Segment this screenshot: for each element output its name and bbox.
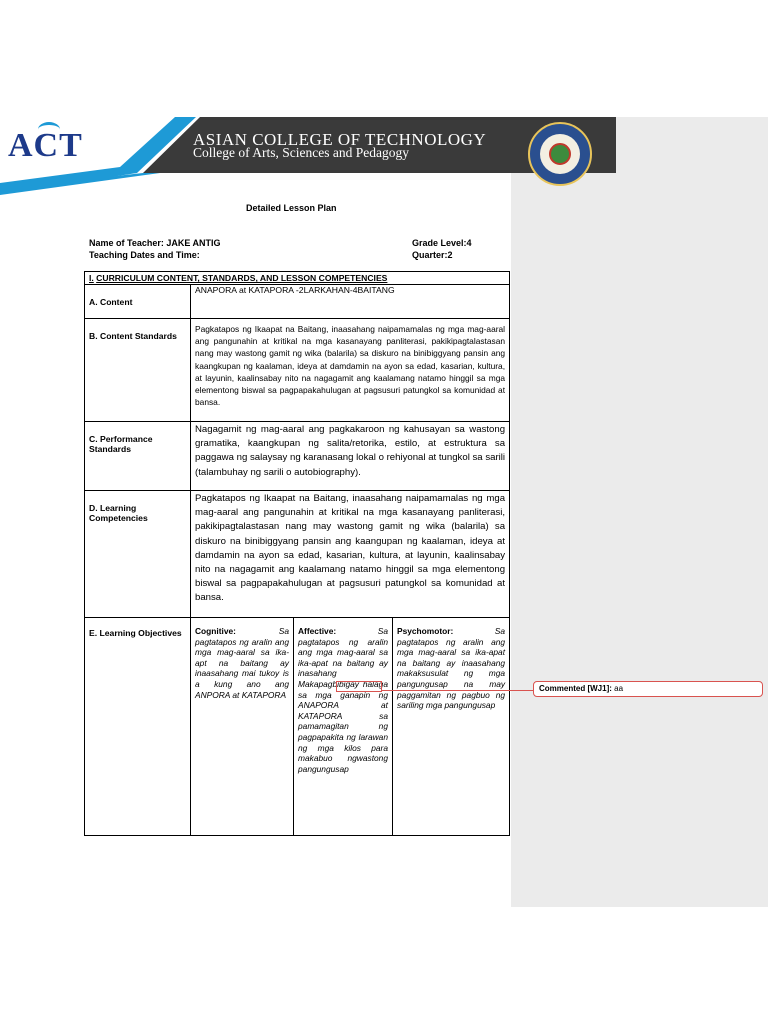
comment-connector-line [382, 690, 533, 691]
content-value: ANAPORA at KATAPORA -2LARKAHAN-4BAITANG [191, 285, 510, 319]
table-row [85, 422, 510, 491]
comment-text: aa [614, 684, 624, 693]
college-name: ASIAN COLLEGE OF TECHNOLOGY [193, 130, 487, 149]
learning-competencies-value: Pagkatapos ng Ikaapat na Baitang, inaasahang naipamamalas ng mga mag-aaral ang pangunahin at kritikal na mga kasanayang panliterasi, pakikipagtalastasan nang may wastong gamit ng wika (balarila) sa diskuro na binibiggyang pansin ang kaangupan ng kaalaman, ideya at damdamin na ayon sa edad, kasarian, kultura, at layunin, kaalinsabay nito na nagagamit ang kaalamang natamo hinggil sa mga elementong biswal sa pagpapakahulugan at pagsusuri patungkol sa komunidad at bansa. [191, 491, 510, 618]
college-seal-icon [528, 122, 592, 186]
affective-label: Affective: [298, 626, 337, 636]
act-logo: ACT [8, 127, 83, 164]
table-row [85, 491, 510, 618]
section-header [85, 272, 510, 285]
psychomotor-objective [393, 618, 510, 836]
content-standards-value: Pagkatapos ng Ikaapat na Baitang, inaasahang naipamamalas ng mga mag-aaral ang pangunahin at kritikal na mga kasanayang panliterasi, pakikipagtalastasan nang may wastong gamit ng wika (balarila) sa diskuro na binibiggyang pansin ang kaangkupan ng kaalaman, ideya at damdamin na ayon sa edad, kasarian, kultura, at layunin, kaalinsabay nito na nagagamit ang kaalamang natamo hinggil sa mga elementong biswal sa pagpapakahulugan at pagsusuri patungkol sa komunidad at bansa. [191, 319, 510, 422]
section-title: CURRICULUM CONTENT, STANDARDS, AND LESSON COMPETENCIES [96, 273, 388, 283]
comment-label: Commented [WJ1]: [539, 684, 612, 693]
table-row [85, 285, 510, 319]
learning-competencies-label: D. Learning Competencies [85, 491, 191, 618]
table-row [85, 319, 510, 422]
teacher-name: Name of Teacher: JAKE ANTIG [89, 238, 221, 248]
cognitive-text: Sa pagtatapos ng aralin ang mga mag-aaral sa ika-apt na baitang ay inaasahang mai tukoy is a kung ano ang ANPORA at KATAPORA [195, 626, 289, 700]
quarter: Quarter:2 [412, 250, 453, 260]
teaching-dates: Teaching Dates and Time: [89, 250, 200, 260]
lesson-plan-table [84, 271, 510, 836]
table-row [85, 618, 510, 836]
comment-margin-pane [511, 117, 768, 907]
section-number: I. [89, 273, 94, 283]
comment-balloon[interactable] [533, 681, 763, 697]
college-subtitle: College of Arts, Sciences and Pedagogy [193, 145, 409, 160]
psychomotor-text: Sa pagtatapos ng aralin ang mga mag-aaral sa ika-apat na baitang ay inaasahang makaksusulat ng mga pangungusap na may paggamitan ng pagbuo ng sariling mga pangungusap [397, 626, 506, 711]
cognitive-label: Cognitive: [195, 626, 236, 636]
cognitive-objective [191, 618, 294, 836]
performance-standards-label: C. Performance Standards [85, 422, 191, 491]
affective-objective [294, 618, 393, 836]
psychomotor-label: Psychomotor: [397, 626, 454, 636]
affective-text: Sa pagtatapos ng aralin ang mga mag-aaral sa ika-apat na baitang ay inasahang Makapagbibigay halaga sa mga ganapin ng ANAPORA at KATAPORA sa pamamagitan ng pagpapakita ng larawan ng mga kilos para makabuo ngwastong pangungusap [298, 626, 388, 774]
content-standards-label: B. Content Standards [85, 319, 191, 422]
learning-objectives-label: E. Learning Objectives [85, 618, 191, 836]
grade-level: Grade Level:4 [412, 238, 472, 248]
content-label: A. Content [85, 285, 191, 319]
comment-anchor-highlight[interactable] [336, 681, 382, 692]
document-title: Detailed Lesson Plan [246, 203, 337, 213]
performance-standards-value: Nagagamit ng mag-aaral ang pagkakaroon ng kahusayan sa wastong gramatika, kaangkupan ng salita/retorika, estilo, at estruktura sa paggawa ng salaysay ng karanasang lokal o rehiyonal at tungkol sa sarili (talambuhay ng sarili o autobiography). [191, 422, 510, 491]
